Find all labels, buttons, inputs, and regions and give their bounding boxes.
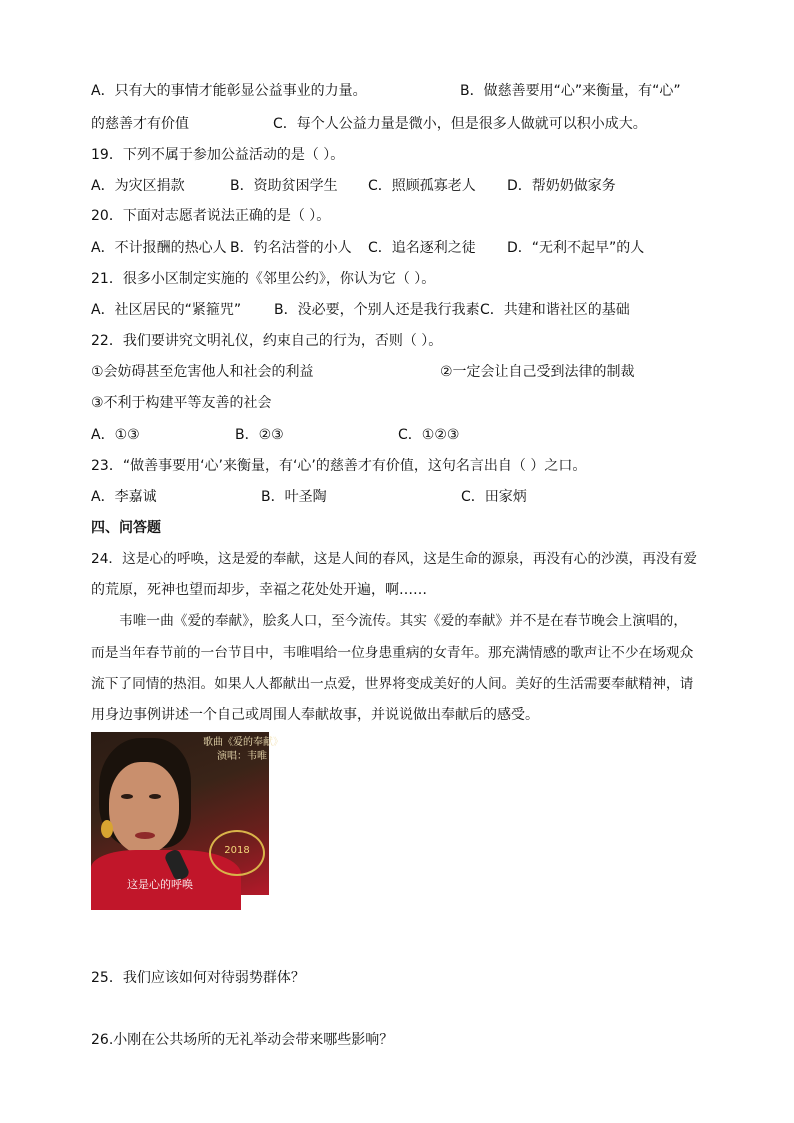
q18-option-b: B．做慈善要用“心”来衡量，有“心” (460, 83, 681, 99)
q19-option-d: D．帮奶奶做家务 (507, 178, 616, 194)
singer-photo (91, 732, 283, 895)
question-24-line-2: 的荒原，死神也望而却步，幸福之花处处开遍，啊…… (91, 582, 427, 598)
photo-subtitle: 这是心的呼唤 (127, 878, 193, 891)
question-26: 26.小刚在公共场所的无礼举动会带来哪些影响？ (91, 1032, 394, 1048)
q22-option-a: A．①③ (91, 427, 140, 443)
q20-option-a: A．不计报酬的热心人 (91, 240, 227, 256)
q18-option-a: A．只有大的事情才能彰显公益事业的力量。 (91, 83, 367, 99)
q20-option-d: D．“无利不起早”的人 (507, 240, 645, 256)
q21-option-b: B．没必要，个别人还是我行我素 (274, 302, 480, 318)
q22-statement-2: ②一定会让自己受到法律的制裁 (440, 364, 635, 380)
q18-option-b-cont: 的慈善才有价值 (91, 116, 189, 132)
question-24-line-4: 而是当年春节前的一台节目中，韦唯唱给一位身患重病的女青年。那充满情感的歌声让不少在场观众 (91, 645, 694, 661)
q22-option-c: C．①②③ (398, 427, 460, 443)
q20-option-c: C．追名逐利之徒 (368, 240, 476, 256)
q23-option-b: B．叶圣陶 (261, 489, 327, 505)
section-heading-qa: 四、问答题 (91, 520, 161, 536)
question-22: 22．我们要讲究文明礼仪，约束自己的行为，否则（ ）。 (91, 333, 443, 349)
q19-option-a: A．为灾区捐款 (91, 178, 185, 194)
q20-option-b: B．钓名沽誉的小人 (230, 240, 352, 256)
question-23: 23．“做善事要用‘心’来衡量，有‘心’的慈善才有价值，这句名言出自（ ）之口。 (91, 458, 587, 474)
q21-option-a: A．社区居民的“紧箍咒” (91, 302, 242, 318)
q19-option-c: C．照顾孤寡老人 (368, 178, 476, 194)
photo-caption: 歌曲《爱的奉献》 演唱：韦唯 (203, 737, 283, 762)
question-19: 19．下列不属于参加公益活动的是（ ）。 (91, 147, 345, 163)
q18-option-c: C．每个人公益力量是微小，但是很多人做就可以积小成大。 (273, 116, 647, 132)
q23-option-c: C．田家炳 (461, 489, 527, 505)
question-25: 25．我们应该如何对待弱势群体？ (91, 970, 305, 986)
q22-statement-3: ③不利于构建平等友善的社会 (91, 395, 272, 411)
q22-option-b: B．②③ (235, 427, 284, 443)
question-24-line-3: 韦唯一曲《爱的奉献》，脍炙人口，至今流传。其实《爱的奉献》并不是在春节晚会上演唱的， (119, 613, 688, 629)
question-21: 21．很多小区制定实施的《邻里公约》，你认为它（ ）。 (91, 271, 436, 287)
q22-statement-1: ①会妨碍甚至危害他人和社会的利益 (91, 364, 314, 380)
q21-option-c: C．共建和谐社区的基础 (480, 302, 630, 318)
question-20: 20．下面对志愿者说法正确的是（ ）。 (91, 208, 331, 224)
gala-logo: 2018 (209, 830, 265, 876)
earring (101, 820, 113, 838)
question-24-line-5: 流下了同情的热泪。如果人人都献出一点爱，世界将变成美好的人间。美好的生活需要奉献精神，请 (91, 676, 694, 692)
q19-option-b: B．资助贫困学生 (230, 178, 338, 194)
question-24-line-1: 24．这是心的呼唤，这是爱的奉献，这是人间的春风，这是生命的源泉，再没有心的沙漠，再没有爱 (91, 551, 697, 567)
question-24-line-6: 用身边事例讲述一个自己或周围人奉献故事，并说说做出奉献后的感受。 (91, 707, 539, 723)
q23-option-a: A．李嘉诚 (91, 489, 157, 505)
